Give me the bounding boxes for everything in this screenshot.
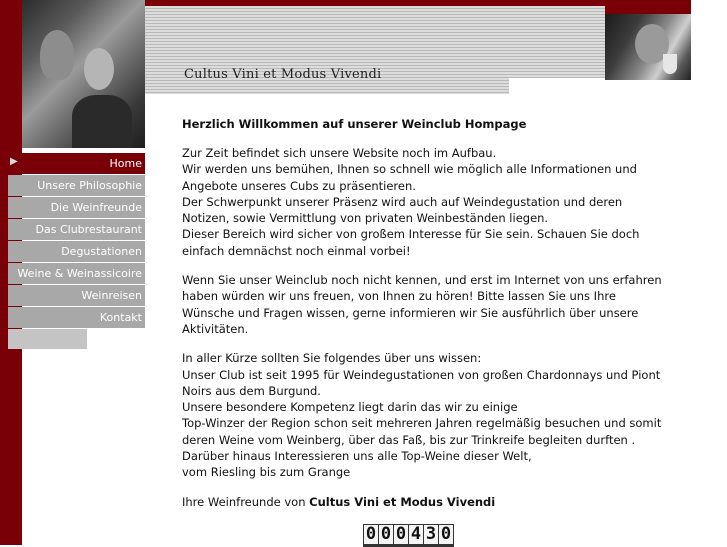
counter-digit: 0 bbox=[395, 524, 407, 544]
intro-paragraph: Zur Zeit befindet sich unsere Website noch im Aufbau. Wir werden uns bemühen, Ihnen so schnell wie möglich alle Informationen und Angebote unseres Cubs zu präsentieren. Der Schwerpunkt unserer Präsenz wird auch auf Weindegustation und deren Notizen, sowie Vermittlung von privaten Weinbeständen liegen. Dieser Bereich wird sicher von großem Interesse für Sie sein. Schauen Sie doch einfach demnächst noch einmal vorbei! bbox=[182, 146, 640, 258]
photo-glass bbox=[663, 54, 677, 74]
counter-digit: 3 bbox=[425, 524, 437, 544]
nav-item-home[interactable]: Home bbox=[22, 153, 145, 174]
counter-digit: 0 bbox=[365, 524, 377, 544]
main-content bbox=[182, 116, 662, 494]
triangle-right-icon: ▶ bbox=[10, 156, 18, 167]
nav-item-clubrestaurant[interactable]: Das Clubrestaurant bbox=[8, 219, 145, 240]
photo-figure-1 bbox=[40, 30, 74, 80]
header-photo-wine-glass bbox=[605, 14, 691, 80]
nav-item-kontakt[interactable]: Kontakt bbox=[8, 307, 145, 328]
contact-paragraph: Wenn Sie unser Weinclub noch nicht kennen, und erst im Internet von uns erfahren haben würden wir uns freuen, von Ihnen zu hören! Bitte lassen Sie uns Ihre Wünsche und Fragen wissen, gerne informieren wir Sie ausführlich über unsere Aktivitäten. bbox=[182, 273, 662, 336]
nav-item-weinfreunde[interactable]: Die Weinfreunde bbox=[8, 197, 145, 218]
about-paragraph: In aller Kürze sollten Sie folgendes über uns wissen: Unser Club ist seit 1995 für Weindegustationen von großen Chardonnays und Piont Noirs aus dem Burgund. Unsere besondere Kompetenz liegt darin das wir zu einige Top-Winzer der Region schon seit mehreren Jahren regelmäßig besuchen und somit deren Weine vom Weinberg, über das Faß, bis zur Trinkreife begleiten durften . Darüber hinaus Interessieren uns alle Top-Weine dieser Welt, vom Riesling bis zum Grange bbox=[182, 351, 662, 480]
signature-name: Cultus Vini et Modus Vivendi bbox=[309, 495, 496, 509]
counter-digit: 4 bbox=[410, 524, 422, 544]
page-heading: Herzlich Willkommen auf unserer Weinclub Hompage bbox=[182, 117, 527, 131]
nav-item-philosophie[interactable]: Unsere Philosophie bbox=[8, 175, 145, 196]
visitor-counter bbox=[363, 524, 454, 547]
counter-digit: 0 bbox=[380, 524, 392, 544]
main-navigation bbox=[8, 153, 145, 329]
header-photo-people bbox=[22, 0, 145, 148]
counter-digit: 0 bbox=[440, 524, 452, 544]
signature-prefix: Ihre Weinfreunde von bbox=[182, 495, 310, 509]
photo-figure-3 bbox=[72, 95, 132, 148]
nav-footer-block bbox=[8, 329, 87, 349]
nav-item-degustationen[interactable]: Degustationen bbox=[8, 241, 145, 262]
site-title: Cultus Vini et Modus Vivendi bbox=[184, 67, 382, 82]
nav-item-weine[interactable]: Weine & Weinassicoire bbox=[8, 263, 145, 284]
top-accent-bar-right bbox=[605, 0, 691, 14]
nav-item-weinreisen[interactable]: Weinreisen bbox=[8, 285, 145, 306]
photo-figure-2 bbox=[84, 48, 114, 90]
signature-line bbox=[182, 495, 495, 509]
